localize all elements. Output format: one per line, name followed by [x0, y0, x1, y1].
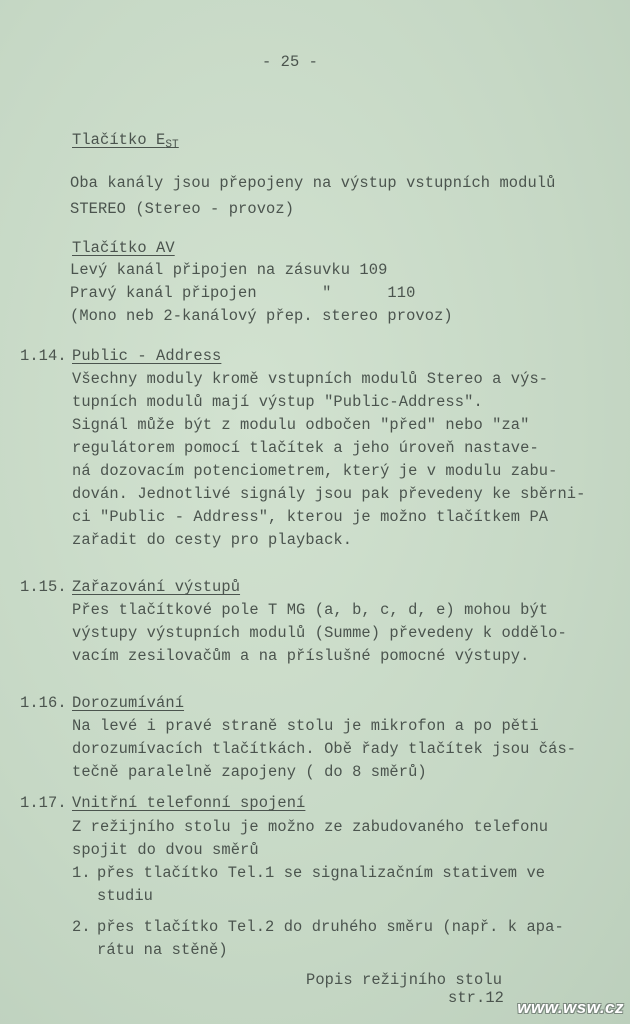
s1-14-line-6: dován. Jednotlivé signály jsou pak převedeny ke sběrni- — [72, 485, 586, 503]
s1-14-line-4: regulátorem pomocí tlačítek a jeho úroveň nastave- — [72, 439, 539, 457]
s1-17-line-2: spojit do dvou směrů — [72, 841, 259, 859]
s1-17-line-1: Z režijního stolu je možno ze zabudovaného telefonu — [72, 818, 549, 836]
s1-16-line-2: dorozumívacích tlačítkách. Obě řady tlačítek jsou čás- — [72, 740, 577, 758]
heading-est-main: Tlačítko E — [72, 131, 166, 149]
est-line-1: Oba kanály jsou přepojeny na výstup vstupních modulů — [70, 174, 556, 192]
list-item-2-line-1: přes tlačítko Tel.2 do druhého směru (např. k apa- — [97, 918, 564, 936]
s1-14-line-5: ná dozovacím potenciometrem, který je v modulu zabu- — [72, 462, 558, 480]
list-item-2-number: 2. — [72, 918, 91, 936]
heading-public-address: Public - Address — [72, 347, 222, 365]
s1-16-line-1: Na levé i pravé straně stolu je mikrofon a po pěti — [72, 717, 539, 735]
section-number-1-14: 1.14. — [20, 347, 67, 365]
s1-14-line-2: tupních modulů mají výstup "Public-Address". — [72, 393, 483, 411]
heading-av: Tlačítko AV — [72, 239, 175, 257]
est-line-2: STEREO (Stereo - provoz) — [70, 200, 295, 218]
section-number-1-17: 1.17. — [20, 794, 67, 812]
section-number-1-16: 1.16. — [20, 694, 67, 712]
av-line-2: Pravý kanál připojen " 110 — [70, 284, 416, 302]
s1-15-line-1: Přes tlačítkové pole T MG (a, b, c, d, e) mohou být — [72, 601, 549, 619]
s1-14-line-7: ci "Public - Address", kterou je možno tlačítkem PA — [72, 508, 549, 526]
list-item-1-line-1: přes tlačítko Tel.1 se signalizačním stativem ve — [97, 864, 546, 882]
footer-page: str.12 — [448, 989, 505, 1007]
footer-title: Popis režijního stolu — [306, 971, 503, 989]
watermark: www.wsw.cz — [517, 998, 624, 1017]
heading-zarazovani-vystupu: Zařazování výstupů — [72, 578, 241, 596]
list-item-1-line-2: studiu — [97, 887, 154, 905]
s1-14-line-1: Všechny moduly kromě vstupních modulů Stereo a výs- — [72, 370, 549, 388]
heading-vnitrni-telefonni-spojeni: Vnitřní telefonní spojení — [72, 794, 306, 812]
heading-dorozumivani: Dorozumívání — [72, 694, 185, 712]
list-item-1-number: 1. — [72, 864, 91, 882]
s1-16-line-3: tečně paralelně zapojeny ( do 8 směrů) — [72, 763, 427, 781]
s1-15-line-2: výstupy výstupních modulů (Summe) převedeny k oddělo- — [72, 624, 567, 642]
s1-14-line-8: zařadit do cesty pro playback. — [72, 531, 353, 549]
list-item-2-line-2: rátu na stěně) — [97, 941, 228, 959]
av-line-3: (Mono neb 2-kanálový přep. stereo provoz) — [70, 307, 453, 325]
s1-15-line-3: vacím zesilovačům a na příslušné pomocné výstupy. — [72, 647, 530, 665]
heading-est-sub: ST — [165, 139, 179, 151]
heading-est — [72, 130, 179, 155]
s1-14-line-3: Signál může být z modulu odbočen "před" nebo "za" — [72, 416, 530, 434]
section-number-1-15: 1.15. — [20, 578, 67, 596]
page-number: - 25 - — [262, 53, 319, 71]
av-line-1: Levý kanál připojen na zásuvku 109 — [70, 261, 388, 279]
